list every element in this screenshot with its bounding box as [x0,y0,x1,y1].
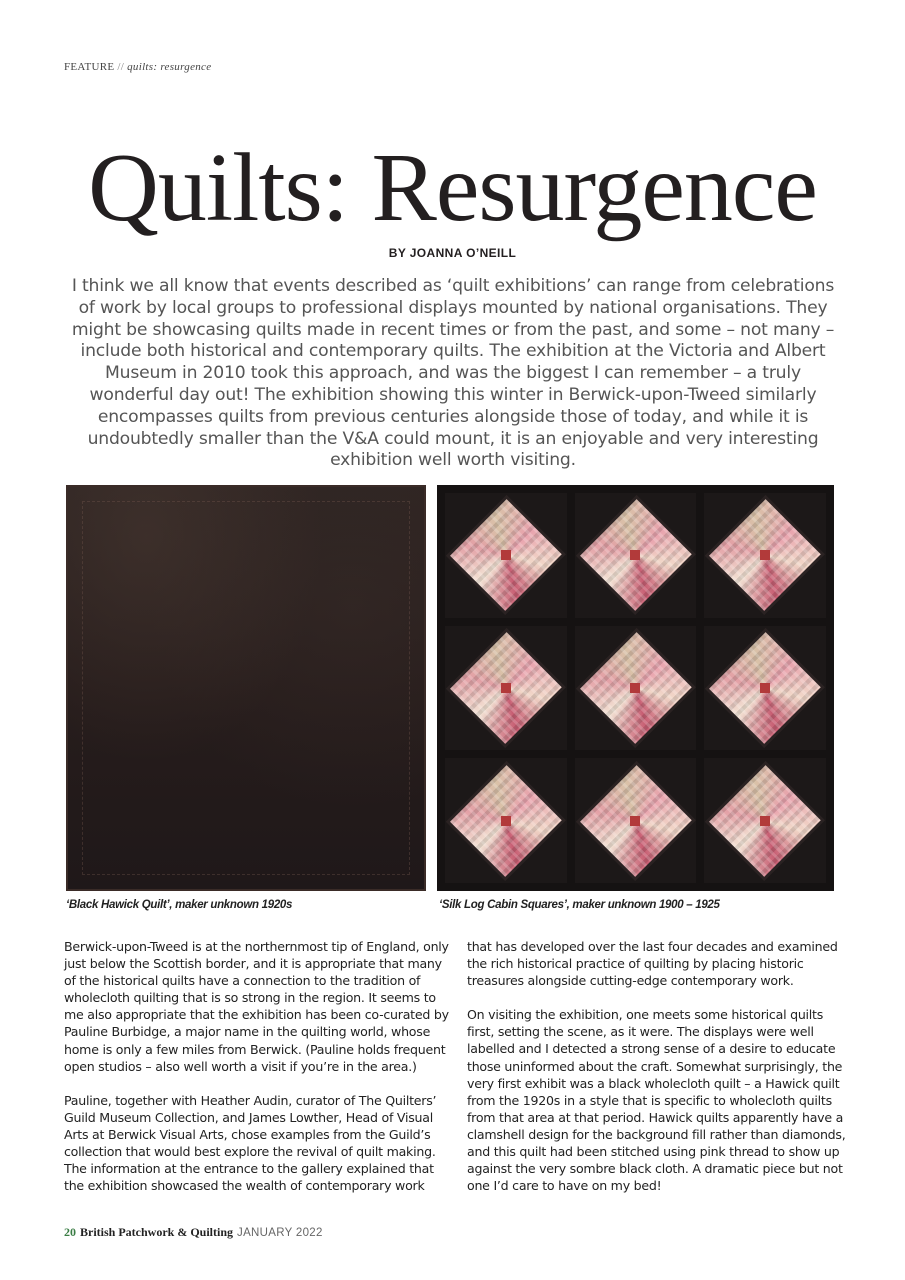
article-title: Quilts: Resurgence [88,134,817,242]
standfirst: I think we all know that events described as ‘quilt exhibitions’ can range from celebrations of work by local groups to professional displays mounted by national organisations. They might be showcasing quilts made in recent times or from the past, and some – not many – include both historical and contemporary quilts. The exhibition at the Victoria and Albert Museum in 2010 took this approach, and was the biggest I can remember – a truly wonderful day out! The exhibition showing this winter in Berwick-upon-Tweed similarly encompasses quilts from previous centuries alongside those of today, and while it is undoubtedly smaller than the V&A could mount, it is an enjoyable and very interesting exhibition well worth visiting. [71,276,835,471]
log-cabin-block-grid [445,493,826,883]
log-cabin-block [575,626,697,751]
log-cabin-block [704,758,826,883]
log-cabin-block [445,758,567,883]
body-column-right [467,938,847,1211]
log-cabin-block [445,626,567,751]
body-column-left [64,938,449,1211]
silk-log-cabin-quilt-photo [437,485,834,891]
log-cabin-block [704,626,826,751]
right-photo-caption: ‘Silk Log Cabin Squares’, maker unknown 1900 – 1925 [439,899,720,911]
issue-date: JANUARY 2022 [237,1227,323,1239]
left-photo-caption: ‘Black Hawick Quilt’, maker unknown 1920s [66,899,293,911]
section-label: FEATURE [64,61,115,73]
byline: BY JOANNA O’NEILL [388,246,517,260]
page-footer [64,1225,323,1240]
body-paragraph: On visiting the exhibition, one meets some historical quilts first, setting the scene, as it were. The displays were well labelled and I detected a strong sense of a desire to educate those uninformed about the craft. Somewhat surprisingly, the very first exhibit was a black wholecloth quilt – a Hawick quilt from the 1920s in a style that is specific to wholecloth quilts from that area at that period. Hawick quilts apparently have a clamshell design for the background fill rather than diamonds, and this quilt had been stitched using pink thread to show up against the very sombre black cloth. A dramatic piece but not one I’d care to have on my bed! [467,1007,846,1194]
log-cabin-block [445,493,567,618]
log-cabin-block [575,493,697,618]
log-cabin-block [704,493,826,618]
running-head [64,61,211,73]
body-paragraph: Pauline, together with Heather Audin, curator of The Quilters’ Guild Museum Collection, and James Lowther, Head of Visual Arts at Berwick Visual Arts, chose examples from the Guild’s collection that would best explore the revival of quilt making. The information at the entrance to the gallery explained that the exhibition showcased the wealth of contemporary work [64,1092,437,1194]
black-hawick-quilt-photo [66,485,426,891]
body-paragraph: that has developed over the last four decades and examined the rich historical practice of quilting by placing historic treasures alongside cutting-edge contemporary work. [467,939,838,989]
running-head-separator: // [117,61,125,73]
page-number: 20 [64,1225,76,1239]
quilt-stitching [82,501,410,875]
log-cabin-block [575,758,697,883]
section-name: quilts: resurgence [127,61,212,73]
magazine-name: British Patchwork & Quilting [80,1225,234,1239]
body-paragraph: Berwick-upon-Tweed is at the northernmost tip of England, only just below the Scottish border, and it is appropriate that many of the historical quilts have a connection to the tradition of wholecloth quilting that is so strong in the region. It seems to me also appropriate that the exhibition has been co-curated by Pauline Burbidge, a major name in the quilting world, whose home is only a few miles from Berwick. (Pauline holds frequent open studios – also well worth a visit if you’re in the area.) [64,939,449,1074]
